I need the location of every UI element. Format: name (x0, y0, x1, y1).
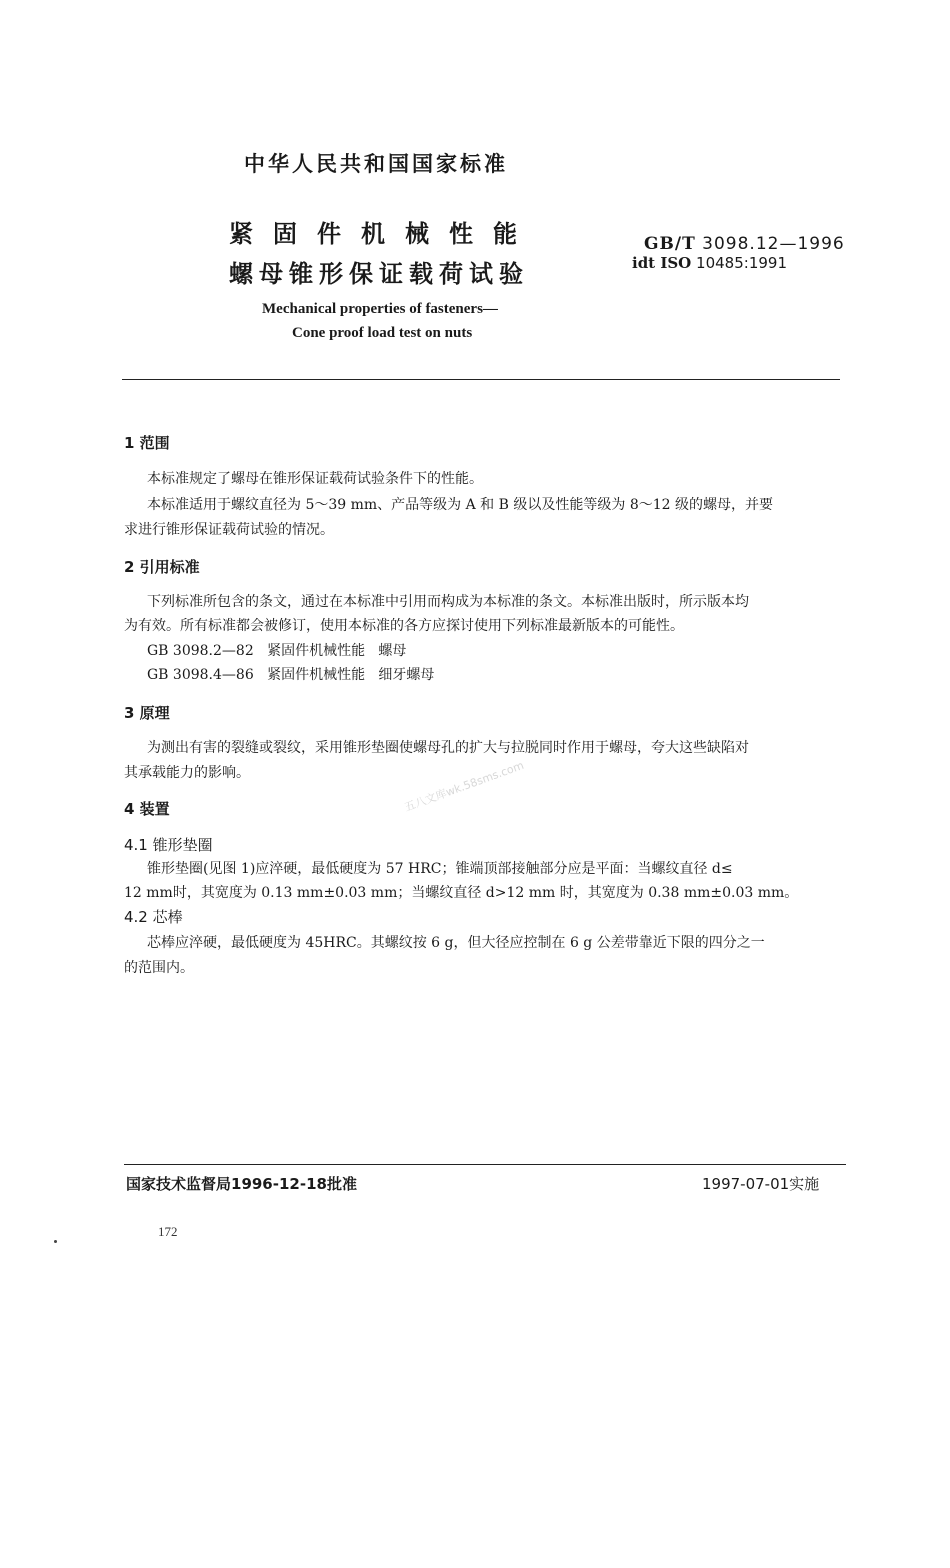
effective-date: 1997-07-01实施 (702, 1175, 820, 1193)
section-4-1-paragraph-line-1: 锥形垫圈(见图 1)应淬硬，最低硬度为 57 HRC；锥端顶部接触部分应是平面：当螺纹直径 d≤ (147, 861, 733, 877)
section-1-heading: 1 范围 (124, 434, 170, 452)
page-number: 172 (158, 1224, 178, 1239)
idt-code-number: 10485:1991 (696, 254, 787, 272)
reference-item-1: GB 3098.2—82 紧固件机械性能 螺母 (147, 643, 407, 659)
title-english-line-1: Mechanical properties of fasteners— (262, 301, 498, 317)
idt-code (632, 254, 787, 272)
section-1-paragraph-2-line-1: 本标准适用于螺纹直径为 5～39 mm、产品等级为 A 和 B 级以及性能等级为 8～12 级的螺母，并要 (147, 497, 773, 513)
header-divider (122, 379, 840, 380)
footer-divider (124, 1164, 846, 1165)
title-chinese-line-1: 紧固件机械性能 (229, 220, 537, 248)
scan-speck (54, 1240, 57, 1243)
idt-code-prefix: idt ISO (632, 254, 692, 272)
section-4-2-paragraph-line-2: 的范围内。 (124, 960, 194, 976)
watermark-text: 五八文库wk.58sms.com (402, 758, 526, 815)
section-2-paragraph-line-1: 下列标准所包含的条文，通过在本标准中引用而构成为本标准的条文。本标准出版时，所示版本均 (147, 594, 749, 610)
standard-code-number: 3098.12—1996 (702, 234, 845, 254)
section-4-2-heading: 4.2 芯棒 (124, 908, 183, 926)
section-1-paragraph-2-line-2: 求进行锥形保证载荷试验的情况。 (124, 522, 334, 538)
title-chinese-line-2: 螺母锥形保证载荷试验 (229, 260, 529, 288)
section-3-paragraph-line-2: 其承载能力的影响。 (124, 765, 250, 781)
section-4-heading: 4 装置 (124, 800, 170, 818)
section-3-heading: 3 原理 (124, 704, 170, 722)
standard-code-prefix: GB/T (644, 234, 696, 254)
standard-code (644, 234, 845, 254)
section-1-paragraph-1: 本标准规定了螺母在锥形保证载荷试验条件下的性能。 (147, 471, 483, 487)
section-2-paragraph-line-2: 为有效。所有标准都会被修订，使用本标准的各方应探讨使用下列标准最新版本的可能性。 (124, 618, 684, 634)
approval-date: 国家技术监督局1996-12-18批准 (126, 1175, 357, 1193)
section-4-1-paragraph-line-2: 12 mm时，其宽度为 0.13 mm±0.03 mm；当螺纹直径 d>12 mm 时，其宽度为 0.38 mm±0.03 mm。 (124, 885, 799, 901)
reference-item-2: GB 3098.4—86 紧固件机械性能 细牙螺母 (147, 667, 435, 683)
title-english-line-2: Cone proof load test on nuts (292, 325, 473, 341)
national-standard-heading: 中华人民共和国国家标准 (244, 152, 508, 176)
section-3-paragraph-line-1: 为测出有害的裂缝或裂纹，采用锥形垫圈使螺母孔的扩大与拉脱同时作用于螺母，夸大这些缺陷对 (147, 740, 749, 756)
section-4-2-paragraph-line-1: 芯棒应淬硬，最低硬度为 45HRC。其螺纹按 6 g，但大径应控制在 6 g 公差带靠近下限的四分之一 (147, 935, 765, 951)
section-2-heading: 2 引用标准 (124, 558, 200, 576)
section-4-1-heading: 4.1 锥形垫圈 (124, 836, 213, 854)
